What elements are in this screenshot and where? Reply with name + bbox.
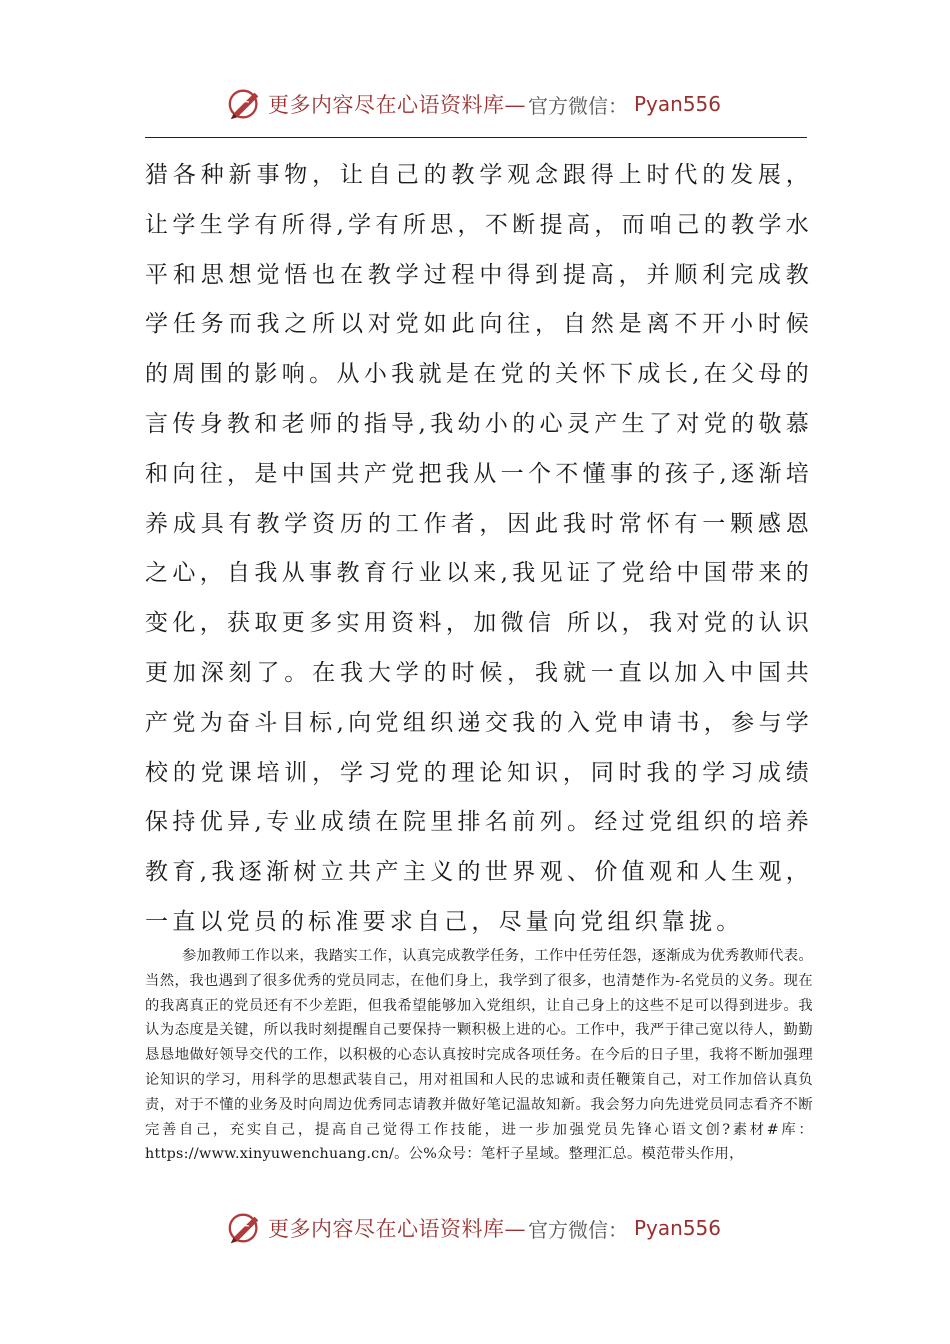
pen-logo-icon <box>226 85 264 123</box>
small-paragraph: 参加教师工作以来，我踏实工作，认真完成教学任务，工作中任劳任怨，逐渐成为优秀教师代表。当然，我也遇到了很多优秀的党员同志，在他们身上，我学到了很多，也清楚作为-名党员的义务。现在的我离真正的党员还有不少差距，但我希望能够加入党组织，让自己身上的这些不足可以得到进步。我认为态度是关键，所以我时刻提醒自己要保持一颗积极上进的心。工作中，我严于律己宽以待人，勤勤恳恳地做好领导交代的工作，以积极的心态认真按时完成各项任务。在今后的日子里，我将不断加强理论知识的学习，用科学的思想武装自己，用对祖国和人民的忠诚和责任鞭策自己，对工作加倍认真负责，对于不懂的业务及时向周边优秀同志请教并做好笔记温故知新。我会努力向先进党员同志看齐不断完善自己，充实自己，提高自己觉得工作技能，进一步加强党员先锋心语文创?素材#库：https://www.xinyuwenchuang.cn/。公%众号：笔杆子星域。整理汇总。模范带头作用， <box>145 948 813 1163</box>
pen-logo-icon <box>226 1209 264 1247</box>
footer-wechat-label: 官方微信： <box>528 1217 628 1242</box>
header-banner <box>226 84 721 124</box>
footer-banner <box>226 1208 721 1248</box>
header-wechat-label: 官方微信： <box>528 93 628 118</box>
main-paragraph: 猎各种新事物，让自己的教学观念跟得上时代的发展，让学生学有所得,学有所思，不断提高，而咱己的教学水平和思想觉悟也在教学过程中得到提高，并顺利完成教学任务而我之所以对党如此向往，自然是离不开小时候的周围的影响。从小我就是在党的关怀下成长,在父母的言传身教和老师的指导,我幼小的心灵产生了对党的敬慕和向往，是中国共产党把我从一个不懂事的孩子,逐渐培养成具有教学资历的工作者，因此我时常怀有一颗感恩之心，自我从事教育行业以来,我见证了党给中国带来的变化，获取更多实用资料，加微信 所以，我对党的认识更加深刻了。在我大学的时候，我就一直以加入中国共产党为奋斗目标,向党组织递交我的入党申请书，参与学校的党课培训，学习党的理论知识，同时我的学习成绩保持优异,专业成绩在院里排名前列。经过党组织的培养教育,我逐渐树立共产主义的世界观、价值观和人生观，一直以党员的标准要求自己，尽量向党组织靠拢。 <box>145 162 813 935</box>
header-banner-text: 更多内容尽在心语资料库— <box>268 93 526 117</box>
header-divider <box>145 137 807 138</box>
footer-wechat-id: Pyan556 <box>634 1216 722 1240</box>
footer-banner-text: 更多内容尽在心语资料库— <box>268 1217 526 1241</box>
header-wechat-id: Pyan556 <box>634 92 722 116</box>
